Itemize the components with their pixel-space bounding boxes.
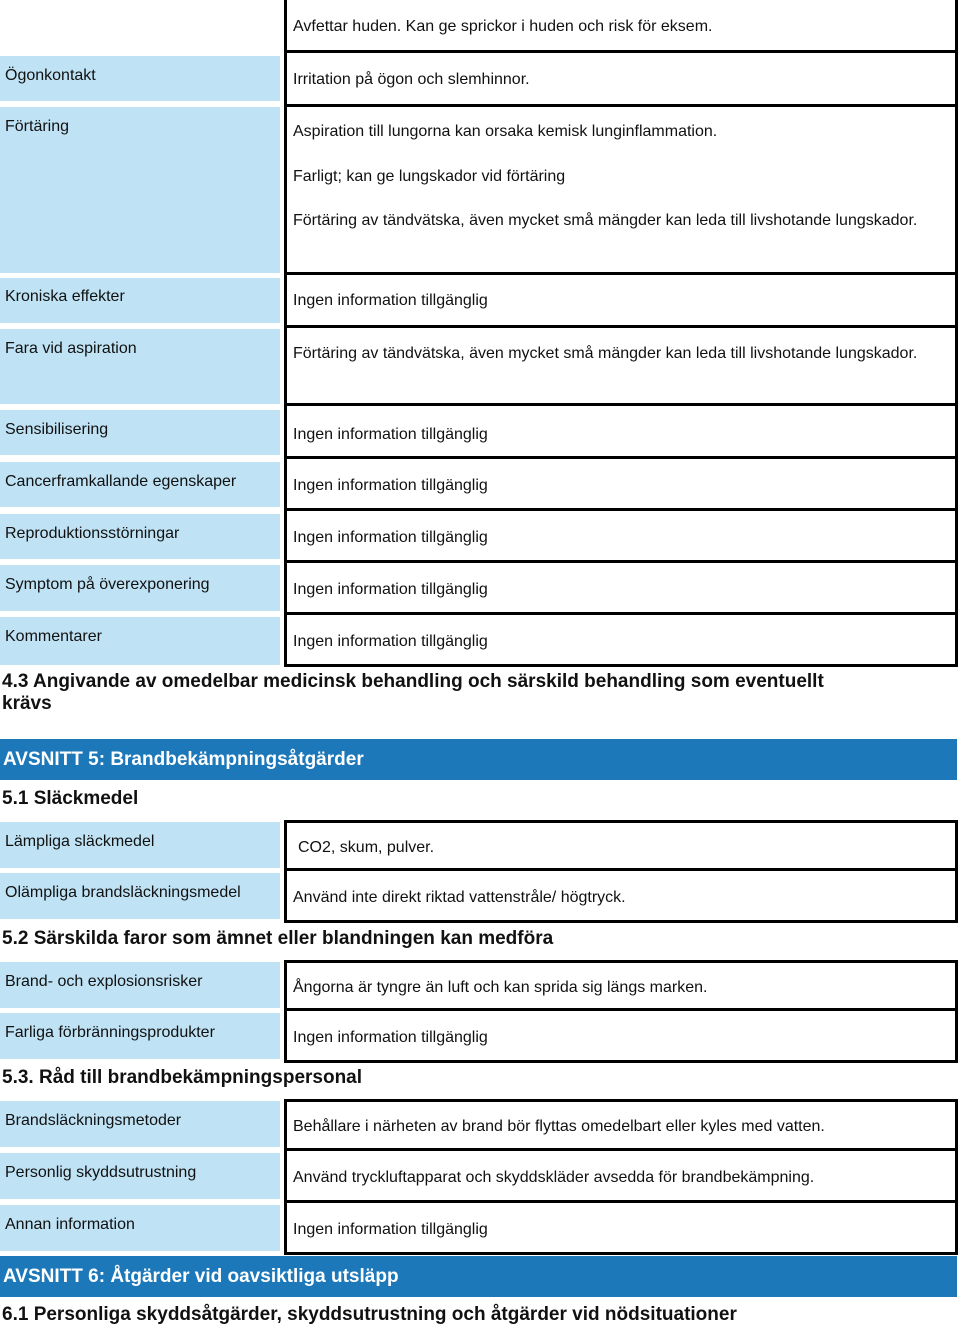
value-text: Ingen information tillgänglig xyxy=(293,477,488,494)
overexposure-symptoms-value xyxy=(284,563,958,615)
label-suitable-extinguishing-media: Lämpliga släckmedel xyxy=(0,822,280,868)
value-text: Ångorna är tyngre än luft och kan sprida sig längs marken. xyxy=(293,979,708,996)
label-other-information: Annan information xyxy=(0,1205,280,1251)
value-text: Ingen information tillgänglig xyxy=(293,1029,488,1046)
value-text: Ingen information tillgänglig xyxy=(293,1221,488,1238)
label-sensitization: Sensibilisering xyxy=(0,410,280,455)
firefighting-methods-value xyxy=(284,1099,958,1151)
section-6-title-band: AVSNITT 6: Åtgärder vid oavsiktliga utsläpp xyxy=(0,1256,957,1297)
value-text: Ingen information tillgänglig xyxy=(293,529,488,546)
label-ingestion: Förtäring xyxy=(0,107,280,273)
heading-5-3: 5.3. Råd till brandbekämpningspersonal xyxy=(2,1067,363,1088)
value-text: Använd inte direkt riktad vattenstråle/ högtryck. xyxy=(293,889,626,906)
value-text: Farligt; kan ge lungskador vid förtäring xyxy=(293,168,566,185)
value-text: CO2, skum, pulver. xyxy=(298,839,435,856)
value-text: Förtäring av tändvätska, även mycket små mängder kan leda till livshotande lungskador. xyxy=(293,212,918,229)
personal-protective-equipment-value xyxy=(284,1151,958,1203)
value-text: Behållare i närheten av brand bör flyttas omedelbart eller kyles med vatten. xyxy=(293,1118,825,1135)
hazardous-combustion-products-value xyxy=(284,1011,958,1063)
heading-6-1: 6.1 Personliga skyddsåtgärder, skyddsutrustning och åtgärder vid nödsituationer xyxy=(2,1304,737,1325)
value-text: Ingen information tillgänglig xyxy=(293,633,488,650)
fire-explosion-risks-value xyxy=(284,960,958,1011)
suitable-extinguishing-media-value xyxy=(284,820,958,871)
label-fire-explosion-risks: Brand- och explosionsrisker xyxy=(0,962,280,1008)
label-overexposure-symptoms: Symptom på överexponering xyxy=(0,565,280,611)
value-text: Ingen information tillgänglig xyxy=(293,292,488,309)
comments-value xyxy=(284,615,958,667)
value-text: Avfettar huden. Kan ge sprickor i huden och risk för eksem. xyxy=(293,18,713,35)
section-5-title-band: AVSNITT 5: Brandbekämpningsåtgärder xyxy=(0,739,957,780)
value-text: Irritation på ögon och slemhinnor. xyxy=(293,71,530,88)
other-information-value xyxy=(284,1203,958,1255)
label-personal-protective-equipment: Personlig skyddsutrustning xyxy=(0,1153,280,1199)
sensitization-value xyxy=(284,406,958,459)
label-chronic-effects: Kroniska effekter xyxy=(0,278,280,323)
label-carcinogenicity: Cancerframkallande egenskaper xyxy=(0,462,280,507)
eye-contact-value xyxy=(284,53,958,104)
heading-5-2: 5.2 Särskilda faror som ämnet eller blandningen kan medföra xyxy=(2,928,554,949)
carcinogenicity-value xyxy=(284,459,958,511)
label-unsuitable-extinguishing-media: Olämpliga brandsläckningsmedel xyxy=(0,873,280,919)
heading-5-1: 5.1 Släckmedel xyxy=(2,788,139,809)
label-eye-contact: Ögonkontakt xyxy=(0,56,280,101)
value-text: Ingen information tillgänglig xyxy=(293,426,488,443)
value-text: Använd tryckluftapparat och skyddskläder avsedda för brandbekämpning. xyxy=(293,1169,815,1186)
skin-contact-value xyxy=(284,0,958,53)
value-text: Förtäring av tändvätska, även mycket små mängder kan leda till livshotande lungskador. xyxy=(293,345,918,362)
label-hazardous-combustion-products: Farliga förbränningsprodukter xyxy=(0,1013,280,1059)
heading-4-3: 4.3 Angivande av omedelbar medicinsk behandling och särskild behandling som eventuellt krävs xyxy=(2,671,824,714)
aspiration-hazard-value xyxy=(284,328,958,406)
chronic-effects-value xyxy=(284,275,958,328)
unsuitable-extinguishing-media-value xyxy=(284,871,958,923)
label-reproductive-toxicity: Reproduktionsstörningar xyxy=(0,514,280,559)
reproductive-toxicity-value xyxy=(284,511,958,563)
ingestion-value xyxy=(284,104,958,275)
value-text: Aspiration till lungorna kan orsaka kemisk lunginflammation. xyxy=(293,123,718,140)
label-aspiration-hazard: Fara vid aspiration xyxy=(0,329,280,404)
value-text: Ingen information tillgänglig xyxy=(293,581,488,598)
label-comments: Kommentarer xyxy=(0,617,280,665)
label-firefighting-methods: Brandsläckningsmetoder xyxy=(0,1101,280,1147)
